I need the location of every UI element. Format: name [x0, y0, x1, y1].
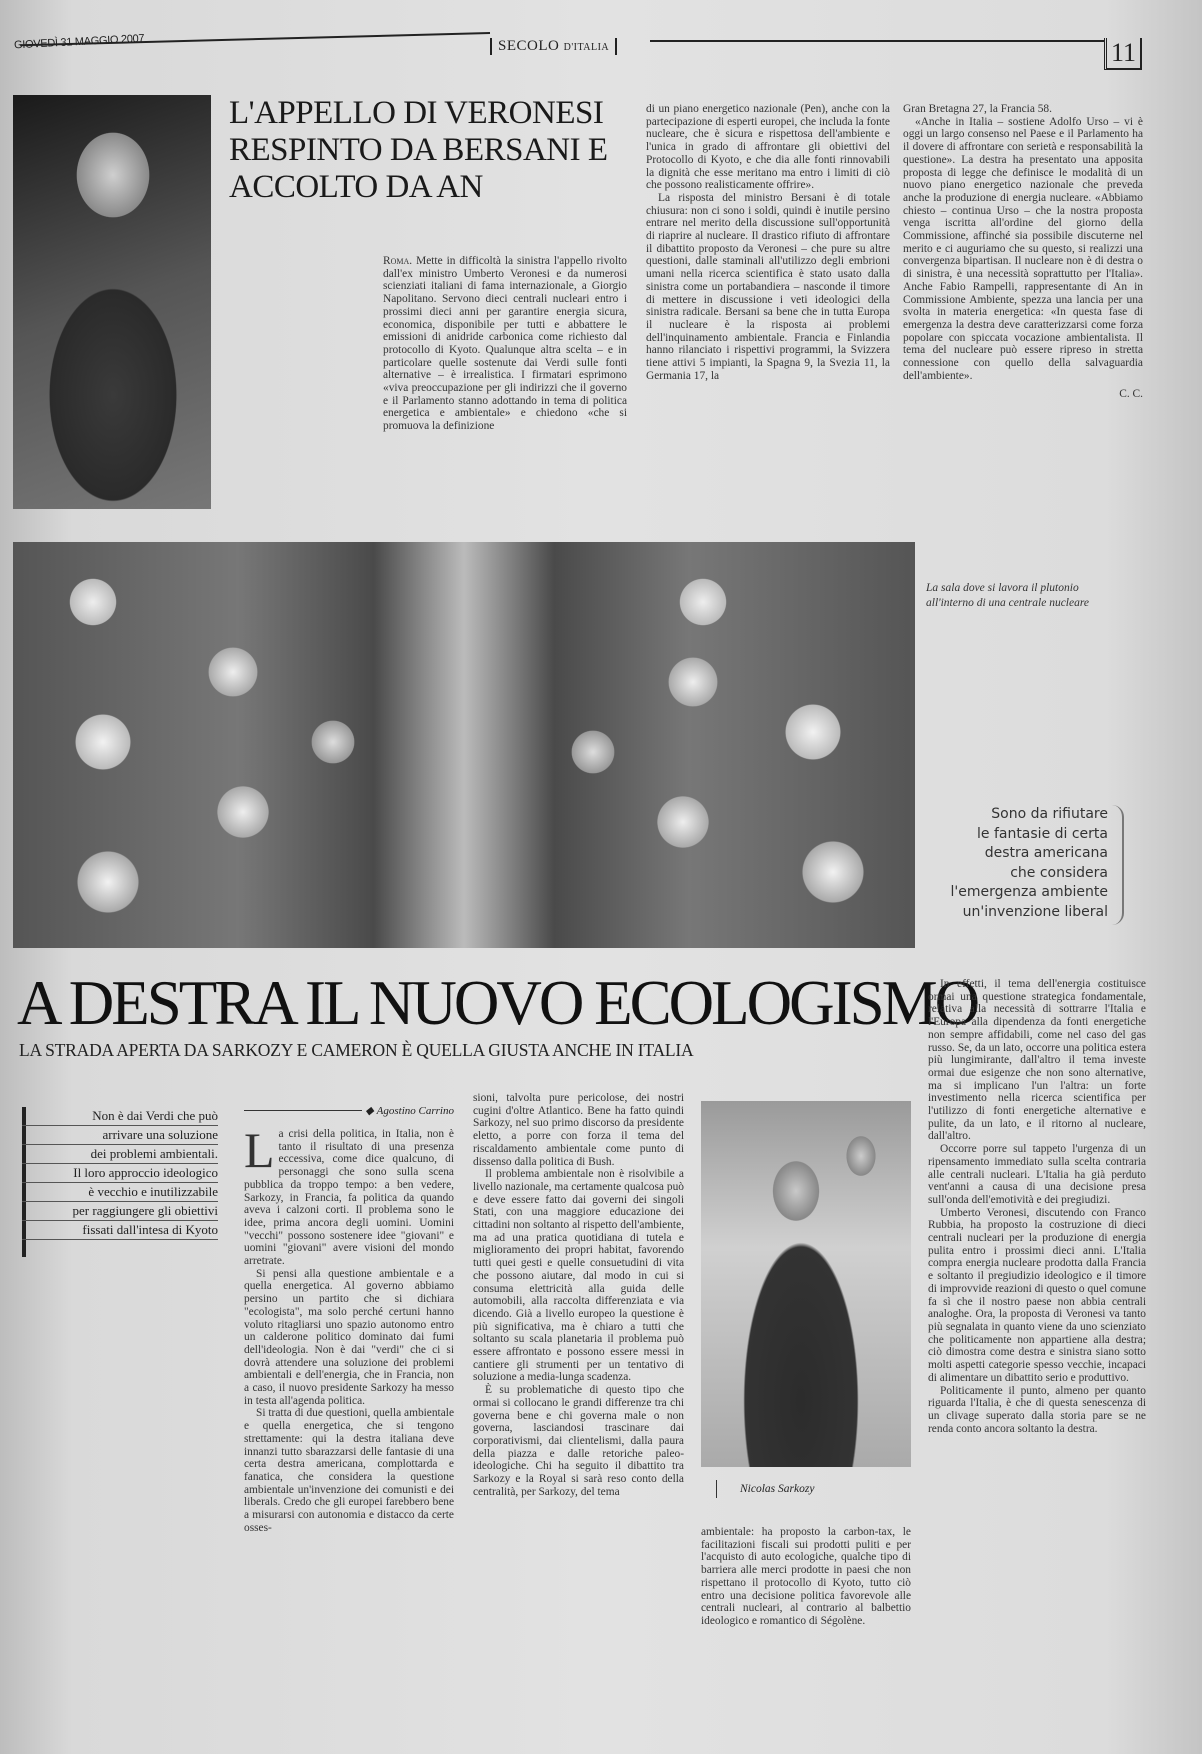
pull-quote [940, 805, 1112, 922]
paragraph-text: Mette in difficoltà la sinistra l'appello rivolto dall'ex ministro Umberto Veronesi e da numerosi scienziati italiani di fama internazionale, a Giorgio Napolitano. Servono dieci centrali nucleari entro i prossimi dieci anni per garantire energia sicura, economica, disponibile per tutti e abbattere le emissioni di anidride carbonica come richiesto dal protocollo di Kyoto. Qualunque altra scelta – e in particolare quelle sostenute dai Verdi sulle fonti alternative – è irrealistica. I firmatari esprimono «viva preoccupazione per gli indirizzi che il governo e il Parlamento stanno adottando in tema di politica energetica e ambientale» e chiedono «che si promuova la definizione [383, 255, 627, 433]
sidebar-line: Non è dai Verdi che può [22, 1107, 218, 1126]
paragraph: La risposta del ministro Bersani è di totale chiusura: non ci sono i soldi, quindi è inutile persino entrare nel merito della discussione sull'opportunità di riaprire al nucleare. Il drastico rifiuto di affrontare il dibattito proposto da Veronesi – che pure su altre questioni, dalle staminali all'utilizzo degli embrioni umani nella ricerca scientifica è stato usato dalla sinistra come un portabandiera – nasconde il timore di mettere in discussione i veti ideologici della sinistra radicale. Bersani sa bene che in tutta Europa il nucleare è la risposta ai problemi dell'inquinamento ambientale. Francia e Finlandia hanno rilanciato i rispettivi programmi, la Svizzera tiene attivi 5 impianti, la Spagna 9, la Svezia 11, la Germania 17, la [646, 191, 890, 382]
sidebar-quote [22, 1107, 218, 1240]
paragraph: In effetti, il tema dell'energia costituisce ormai una questione strategica fondamentale, relativa alla necessità di sottrarre l'Italia e l'Europa alla dipendenza da fonti energetiche non sempre affidabili, come nel caso del gas russo. Se, da un lato, occorre una politica estera più lungimirante, dall'altro il tema investe ormai due esigenze che non sono alternative, ma si implicano l'un l'altra: un forte investimento nella ricerca scientifica per l'utilizzo di fonti energetiche alternative e pulite, da un lato, e il ritorno al nucleare, dall'altro. [928, 978, 1146, 1143]
paragraph: Si tratta di due questioni, quella ambientale e quella energetica, che si tengono strettamente: qui la destra italiana deve innanzi tutto sbarazzarsi delle fantasie di una certa destra americana, complottarda e fanatica, che considera la questione ambientale un'invenzione dei comunisti e dei liberals. Credo che gli europei farebbero bene a misurarsi con autonomia e distacco da certe osses- [244, 1407, 454, 1534]
masthead-title: SECOLO [498, 38, 560, 54]
pull-quote-line: le fantasie di certa [976, 825, 1108, 842]
pull-quote-line: destra americana [984, 845, 1108, 861]
sidebar-line: fissati dall'intesa di Kyoto [22, 1221, 218, 1240]
sidebar-line: dei problemi ambientali. [22, 1145, 218, 1164]
article1-col2 [646, 103, 890, 382]
pull-quote-line: l'emergenza ambiente [950, 884, 1108, 900]
paragraph: sioni, talvolta pure pericolose, dei nostri cugini d'oltre Atlantico. Bene ha fatto quindi Sarkozy, nel suo primo discorso da presidente eletto, a porre con forza il tema del riscaldamento ambientale come punto di dissenso dalla politica di Bush. [473, 1092, 684, 1168]
veronesi-photo [13, 95, 211, 509]
article1-col3 [903, 103, 1143, 401]
sarkozy-caption: Nicolas Sarkozy [740, 1483, 815, 1495]
pull-quote-line: un'invenzione liberal [962, 903, 1108, 920]
signature: C. C. [1119, 388, 1143, 401]
photo-caption: La sala dove si lavora il plutonio all'interno di una centrale nucleare [926, 582, 1089, 609]
paragraph [244, 1122, 454, 1268]
paragraph-text: a crisi della politica, in Italia, non è tanto il risultato di una presenza eccessiva, come dice qualcuno, di personaggi che sono sulla scena pubblica da troppo tempo: a ben vedere, Sarkozy, in Francia, fa politica da quando aveva i calzoni corti. Il problema sono le idee, prima ancora degli uomini. Uomini "vecchi" possono sostenere idee "giovani" e uomini "giovani" avere visioni del mondo arretrate. [244, 1128, 454, 1268]
byline [244, 1104, 454, 1117]
paragraph: Politicamente il punto, almeno per quanto riguarda l'Italia, è che di questa senescenza di un clivage superato dalla storia pare se ne renda conto ancora soltanto la destra. [928, 1384, 1146, 1435]
article2-colA [244, 1122, 454, 1535]
article1-headline: L'APPELLO DI VERONESI RESPINTO DA BERSANI E ACCOLTO DA AN [229, 95, 608, 205]
sidebar-line: è vecchio e inutilizzabile [22, 1183, 218, 1202]
diamond-icon: ◆ [365, 1105, 374, 1117]
article2-colB [473, 1092, 684, 1499]
sarkozy-photo [701, 1101, 911, 1467]
byline-rule [244, 1110, 362, 1111]
sidebar-line: Il loro approccio ideologico [22, 1164, 218, 1183]
sidebar-line: arrivare una soluzione [22, 1126, 218, 1145]
article2-subheadline: LA STRADA APERTA DA SARKOZY E CAMERON È QUELLA GIUSTA ANCHE IN ITALIA [19, 1040, 694, 1060]
caption-rule [716, 1480, 717, 1498]
sidebar-line: per raggiungere gli obiettivi [22, 1202, 218, 1221]
paragraph: Il problema ambientale non è risolvibile a livello nazionale, ma certamente qualcosa può e deve essere fatto dai governi dei singoli Stati, con una maggiore educazione dei cittadini non soltanto al rispetto dell'ambiente, ma ad una pratica quotidiana di tutela e miglioramento dei propri habitat, favorendo tutti quei gesti e quelle consuetudini di vita che possono aiutare, dal modo in cui si consuma elettricità alla guida delle automobili, alla raccolta differenziata e via dicendo. Già a livello europeo la questione è più significativa, ma è chiaro a tutti che soltanto su scala planetaria il problema può essere affrontato e possono essere messi in cantiere gli strumenti per un tentativo di soluzione a media-lunga scadenza. [473, 1168, 684, 1384]
pull-quote-line: Sono da rifiutare [991, 806, 1108, 822]
page-number: 11 [1104, 38, 1142, 70]
paragraph: È su problematiche di questo tipo che ormai si collocano le grandi differenze tra chi governa bene e chi governa male o non governa, lasciandosi trascinare dai corporativismi, dai clientelismi, dalla paura della piazza e dalle retoriche paleo-ideologiche. Chi ha seguito il dibattito tra Sarkozy e la Royal si sarà reso conto della centralità, per Sarkozy, del tema [473, 1384, 684, 1498]
article1-col1 [383, 255, 627, 433]
nuclear-plant-photo [13, 542, 915, 948]
paragraph: Occorre porre sul tappeto l'urgenza di un ripensamento immediato sulla scelta contraria alle centrali nucleari. L'Italia ha già perduto vent'anni a causa di una decisione presa sull'onda dell'emotività e dei pregiudizi. [928, 1143, 1146, 1206]
author: Agostino Carrino [376, 1104, 454, 1117]
issue-date: GIOVEDÌ 31 MAGGIO 2007 [13, 32, 145, 52]
paragraph: Si pensi alla questione ambientale e a quella energetica. Al governo abbiamo persino un partito che si dichiara "ecologista", ma solo perché certuni hanno voluto ritagliarsi uno spazio autonomo entro un calderone politico dominato dai fumi dell'ideologia. Non è dai "verdi" che ci si dovrà attendere una soluzione dei problemi ambientali e dell'energia, che in Francia, non a caso, il nuovo presidente Sarkozy ha messo in testa all'agenda politica. [244, 1267, 454, 1407]
article2-colD [928, 978, 1146, 1435]
paragraph: ambientale: ha proposto la carbon-tax, le facilitazioni fiscali sui prodotti puliti e per l'acquisto di auto ecologiche, qualche tipo di barriera alle merci prodotte in paesi che non rispettano il protocollo di Kyoto, tutto ciò entro una decisione politica favorevole alle centrali nucleari, al contrario al balbettio ideologico e romantico di Ségolène. [701, 1526, 911, 1627]
dateline: Roma. [383, 255, 413, 267]
brace-decoration [1112, 805, 1124, 925]
paragraph: Umberto Veronesi, discutendo con Franco Rubbia, ha proposto la costruzione di dieci centrali nucleari per la produzione di energia pulita entro i prossimi dieci anni. L'Italia compra energia nucleare prodotta dalla Francia e soltanto il pregiudizio ideologico e il timore di improvvide reazioni di questo o quel comune fa sì che il nostro paese non abbia centrali analoghe. Ora, la proposta di Veronesi va tanto più segnalata in quanto viene da uno scienziato che politicamente non appartiene alla destra; ciò dimostra come destra e sinistra siano sotto molti aspetti categorie spesso vecchie, incapaci di alimentare un dibattito serio e produttivo. [928, 1206, 1146, 1384]
header-rule-right [650, 40, 1105, 42]
paragraph [383, 255, 627, 433]
paragraph: «Anche in Italia – sostiene Adolfo Urso – vi è oggi un largo consenso nel Paese e il Parlamento ha il dovere di affrontare con serietà e responsabilità la questione». La destra ha presentato una apposita proposta di legge che definisce le modalità di un nuovo piano energetico nazionale che preveda anche la produzione di energia nucleare. «Abbiamo chiesto – continua Urso – che la nostra proposta venga iscritta all'ordine del giorno della Commissione, affinché sia possibile discuterne nel merito e ci auguriamo che su questo, si realizzi una convergenza bipartisan. Il nucleare non è di destra o di sinistra, è una necessità soprattutto per l'Italia». Anche Fabio Rampelli, rappresentante di An in Commissione Ambiente, spezza una lancia per una svolta in materia energetica: «In questa fase di emergenza la destra deve caratterizzarsi come forza popolare con spiccata vocazione ambientalista. Il tema del nucleare può essere ripreso in stretta connessione con quello della salvaguardia dell'ambiente». [903, 115, 1143, 382]
article2-headline: A DESTRA IL NUOVO ECOLOGISMO [17, 968, 978, 1038]
article2-colC [701, 1526, 911, 1628]
masthead [490, 38, 617, 55]
drop-cap: L [244, 1122, 275, 1178]
masthead-subtitle: D'ITALIA [563, 42, 610, 53]
paragraph: Gran Bretagna 27, la Francia 58. [903, 103, 1052, 115]
paragraph: di un piano energetico nazionale (Pen), anche con la partecipazione di esperti europei, che includa la fonte nucleare, che è sicura e rispettosa dell'ambiente e l'unica in grado di affrontare gli obiettivi del Protocollo di Kyoto, e che dia alle fonti rinnovabili la dignità che esse meritano ma entro i limiti di ciò che possono realisticamente offrire». [646, 103, 890, 192]
pull-quote-line: che considera [1010, 864, 1108, 881]
